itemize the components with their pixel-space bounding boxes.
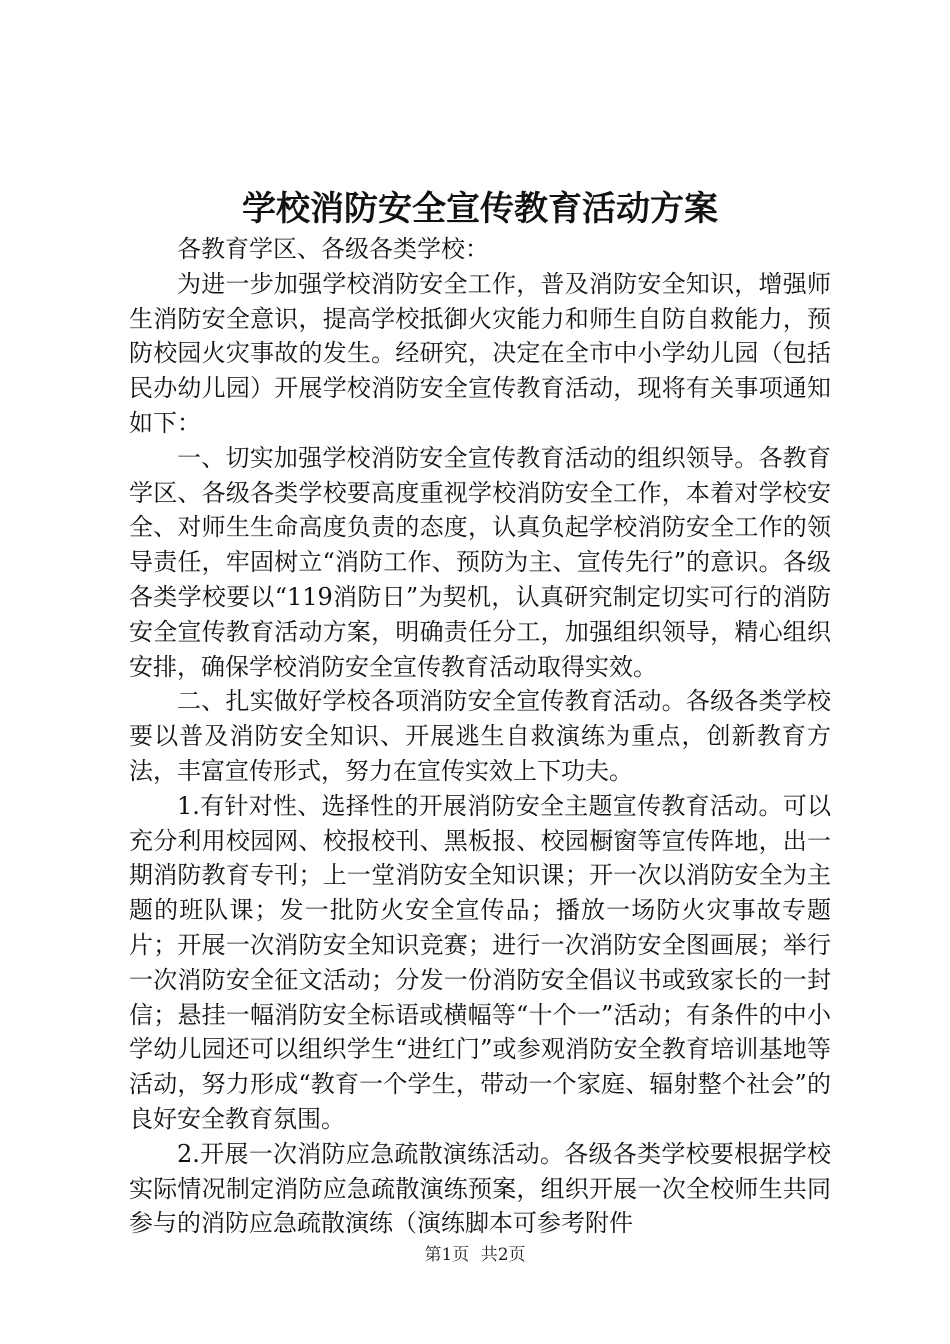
document-body [129, 232, 831, 1241]
paragraph-item-2: 2.开展一次消防应急疏散演练活动。各级各类学校要根据学校实际情况制定消防应急疏散演练预案，组织开展一次全校师生共同参与的消防应急疏散演练（演练脚本可参考附件 [129, 1139, 831, 1238]
paragraph-section-2: 二、扎实做好学校各项消防安全宣传教育活动。各级各类学校要以普及消防安全知识、开展逃生自救演练为重点，创新教育方法，丰富宣传形式，努力在宣传实效上下功夫。 [129, 687, 831, 785]
paragraph-section-1: 一、切实加强学校消防安全宣传教育活动的组织领导。各教育学区、各级各类学校要高度重视学校消防安全工作，本着对学校安全、对师生生命高度负责的态度，认真负起学校消防安全工作的领导责任，牢固树立“消防工作、预防为主、宣传先行”的意识。各级各类学校要以“119消防日”为契机，认真研究制定切实可行的消防安全宣传教育活动方案，明确责任分工，加强组织领导，精心组织安排，确保学校消防安全宣传教育活动取得实效。 [129, 443, 831, 681]
paragraph-intro: 为进一步加强学校消防安全工作，普及消防安全知识，增强师生消防安全意识，提高学校抵御火灾能力和师生自防自救能力，预防校园火灾事故的发生。经研究，决定在全市中小学幼儿园（包括民办幼儿园）开展学校消防安全宣传教育活动，现将有关事项通知如下： [129, 269, 831, 437]
paragraph-item-1: 1.有针对性、选择性的开展消防安全主题宣传教育活动。可以充分利用校园网、校报校刊、黑板报、校园橱窗等宣传阵地，出一期消防教育专刊；上一堂消防安全知识课；开一次以消防安全为主题的班队课；发一批防火安全宣传品；播放一场防火灾事故专题片；开展一次消防安全知识竞赛；进行一次消防安全图画展；举行一次消防安全征文活动；分发一份消防安全倡议书或致家长的一封信；悬挂一幅消防安全标语或横幅等“十个一”活动；有条件的中小学幼儿园还可以组织学生“进红门”或参观消防安全教育培训基地等活动，努力形成“教育一个学生，带动一个家庭、辐射整个社会”的良好安全教育氛围。 [129, 791, 831, 1133]
page-footer [0, 1243, 950, 1267]
document-title: 学校消防安全宣传教育活动方案 [242, 189, 718, 229]
page-total: 共2页 [480, 1245, 526, 1265]
page-number: 第1页 [424, 1245, 470, 1265]
paragraph-salutation: 各教育学区、各级各类学校： [177, 235, 489, 263]
